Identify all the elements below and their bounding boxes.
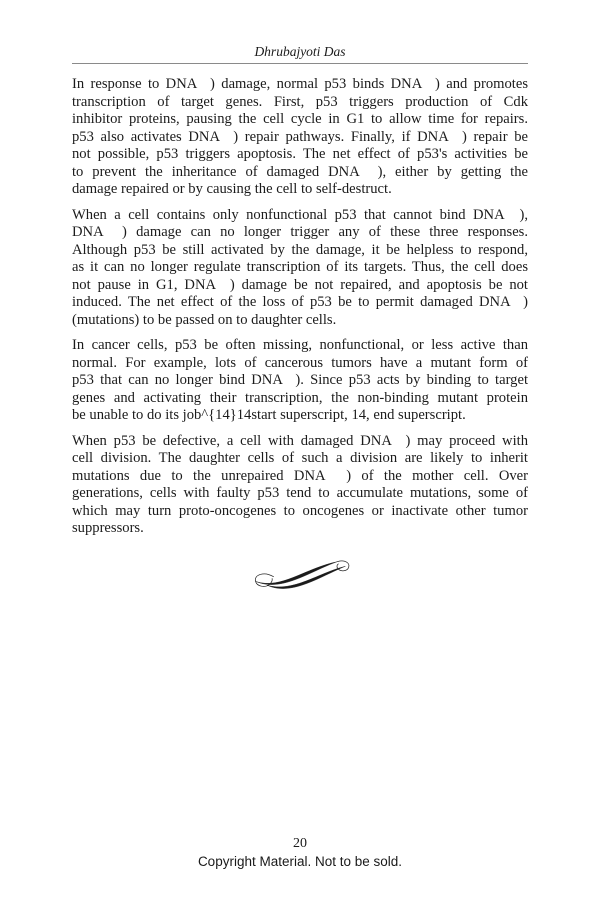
text-line: mutations due to the unrepaired DNA ) of the mother cell. Over bbox=[72, 467, 528, 484]
text-line: In response to DNA ) damage, normal p53 binds DNA ) and promotes bbox=[72, 76, 528, 92]
text-line: cell division. The daughter cells of such a division are likely to inherit bbox=[72, 450, 528, 466]
flourish-divider-icon bbox=[248, 552, 352, 590]
text-line: generations, cells with faulty p53 tend to accumulate mutations, some of bbox=[72, 485, 528, 501]
page-number: 20 bbox=[293, 836, 307, 851]
text-line: When a cell contains only nonfunctional p53 that cannot bind DNA ), bbox=[72, 206, 528, 223]
text-line: transcription of target genes. First, p53 triggers production of Cdk bbox=[72, 93, 528, 110]
text-line: not possible, p53 triggers apoptosis. The net effect of p53's activities be bbox=[72, 146, 528, 162]
text-line: suppressors. bbox=[72, 520, 144, 536]
text-line: induced. The net effect of the loss of p53 be to permit damaged DNA ) bbox=[72, 294, 528, 310]
text-line: normal. For example, lots of cancerous tumors have a mutant form of bbox=[72, 354, 528, 371]
paragraph bbox=[72, 337, 528, 425]
paragraph bbox=[72, 433, 528, 538]
text-line: which may turn proto-oncogenes to oncogenes or inactivate other tumor bbox=[72, 502, 528, 519]
text-line: DNA ) damage can no longer trigger any of these three responses. bbox=[72, 224, 528, 240]
text-line: (mutations) to be passed on to daughter cells. bbox=[72, 311, 337, 328]
text-line: be unable to do its job^{14}14start superscript, 14, end superscript. bbox=[72, 407, 466, 423]
text-line: When p53 be defective, a cell with damaged DNA ) may proceed with bbox=[72, 432, 528, 449]
section-divider bbox=[72, 552, 528, 595]
text-line: p53 that can no longer bind DNA ). Since p53 acts by binding to target bbox=[72, 372, 528, 388]
header-rule bbox=[72, 63, 528, 64]
copyright-notice: Copyright Material. Not to be sold. bbox=[197, 854, 403, 869]
text-line: Although p53 be still activated by the damage, it be helpless to respond, bbox=[72, 241, 528, 258]
paragraph bbox=[72, 76, 528, 199]
running-header-author: Dhrubajyoti Das bbox=[254, 44, 346, 59]
body-text bbox=[72, 76, 528, 538]
text-line: genes and activating their transcription, the non-binding mutant protein bbox=[72, 389, 528, 406]
page-content bbox=[72, 44, 528, 595]
page-header bbox=[72, 44, 528, 64]
text-line: not pause in G1, DNA ) damage be not repaired, and apoptosis be not bbox=[72, 276, 528, 293]
paragraph bbox=[72, 207, 528, 330]
text-line: In cancer cells, p53 be often missing, nonfunctional, or less active than bbox=[72, 337, 528, 353]
text-line: to prevent the inheritance of damaged DNA ), either by getting the bbox=[72, 163, 528, 180]
text-line: inhibitor proteins, pausing the cell cycle in G1 to allow time for repairs. bbox=[72, 111, 528, 127]
text-line: p53 also activates DNA ) repair pathways. Finally, if DNA ) repair be bbox=[72, 128, 528, 145]
text-line: as it can no longer regulate transcription of its targets. Thus, the cell does bbox=[72, 259, 528, 275]
text-line: damage repaired or by causing the cell to self-destruct. bbox=[72, 181, 392, 197]
